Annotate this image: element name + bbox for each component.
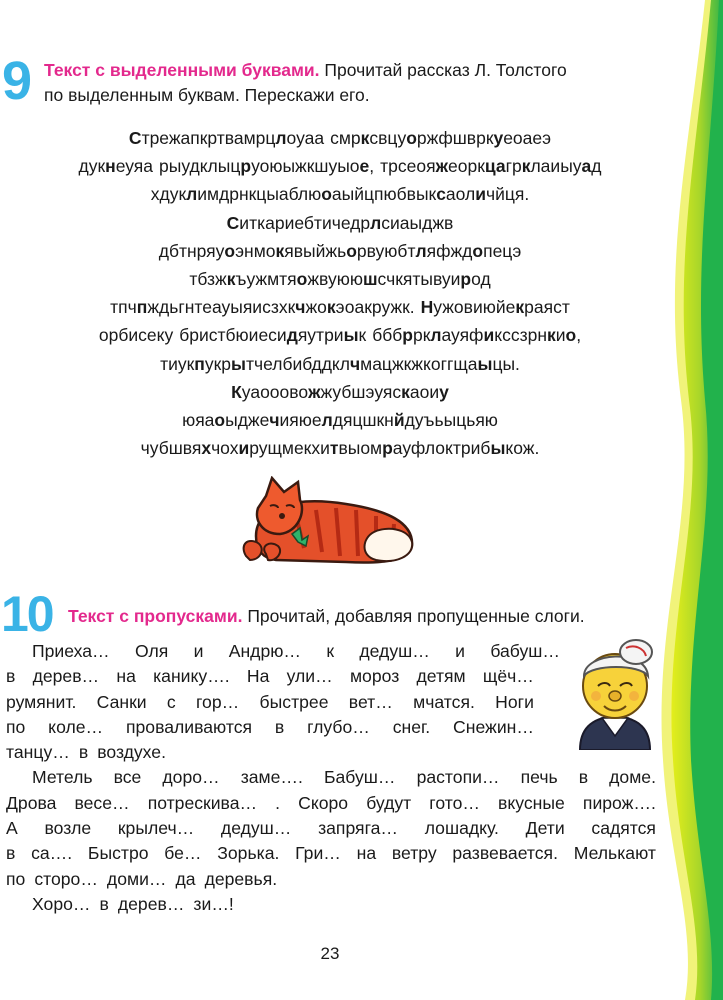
story-word: печь [520,767,558,788]
highlighted-letter: л [275,128,287,148]
filler-letters: аол [445,184,476,205]
story-word: Метель [32,767,93,788]
exercise-9-instruction-line1: Прочитай рассказ Л. Толстого [319,60,567,80]
filler-letters: ъужмтя [235,269,297,290]
story-word: Андрю… [228,641,302,661]
story-word: дерев… [117,893,185,914]
filler-letters: иткариебтичедр [239,212,371,233]
filler-letters: ауфлоктриб [392,438,491,459]
puzzle-line [0,180,680,208]
filler-letters: к [358,325,367,346]
highlighted-letter: л [430,325,442,346]
filler-letters: жо [305,297,327,318]
filler-letters: еоаеэ [503,128,552,148]
filler-letters: тпч [110,297,137,318]
story-line [6,841,656,866]
story-line [6,639,560,664]
story-word: зи…! [193,893,234,914]
puzzle-line [0,265,680,293]
filler-letters: ужовиюйе [433,297,516,318]
story-word: на [356,843,377,864]
story-word: са…. [31,843,73,864]
story-word: вет… [348,691,393,712]
filler-letters: уаооово [241,381,309,402]
story-line [6,715,534,740]
filler-letters: рущмекхи [249,438,330,459]
story-word: снег. [392,716,431,737]
filler-letters: од [471,269,491,290]
filler-letters: бристбюиеси [179,325,287,346]
highlighted-letter: ы [231,353,246,374]
highlighted-letter: л [321,410,333,431]
puzzle-line [0,209,680,237]
highlighted-letter: а [581,156,592,177]
highlighted-letter: к [226,269,236,290]
red-cat-illustration [236,476,426,568]
filler-letters: и [555,325,566,346]
filler-letters: пецэ [483,240,522,261]
filler-letters: выом [338,438,383,459]
highlighted-letter: ж [435,156,448,177]
highlighted-letter: и [483,325,495,346]
filler-letters: эоакружк. [335,297,415,318]
story-word: Гри… [295,843,341,864]
highlighted-letter: п [194,353,205,374]
highlighted-letters-text [0,124,680,462]
story-word: глубо… [307,716,370,737]
filler-letters: рвуюбт [356,240,416,261]
story-word: потрескива… [147,792,258,813]
filler-letters: свцу [369,128,407,148]
story-word: в [99,893,109,914]
story-word: дедуш… [220,818,292,839]
story-word: в [578,767,589,788]
story-word: весе… [74,792,130,813]
highlighted-letter: ы [343,325,359,346]
filler-letters: раяст [524,297,570,318]
highlighted-letter: Н [420,297,434,318]
puzzle-line [0,350,680,378]
highlighted-letter: с [436,184,446,205]
filler-letters: лаиыу [530,156,582,177]
story-word: по [6,716,26,737]
highlighted-letter: е [359,156,370,177]
filler-letters: , [576,325,582,346]
filler-letters: чох [211,438,239,459]
highlighted-letter: л [186,184,198,205]
highlighted-letter: о [346,240,357,261]
highlighted-letter: К [231,381,242,402]
highlighted-letter: й [393,410,405,431]
story-word: в [78,742,89,763]
filler-letters: еорк [448,156,485,177]
filler-letters: аыйцпюбвык [331,184,437,205]
filler-letters: оуаа [286,128,325,148]
story-line [6,791,656,816]
exercise-9-title: Текст с выделенными буквами. [44,60,320,80]
highlighted-letter: о [214,410,226,431]
highlighted-letter: к [547,325,556,346]
highlighted-letter: о [296,269,308,290]
story-word: все [113,767,142,788]
story-word: гото… [429,792,480,813]
story-word: румянит. [6,691,77,712]
story-line [6,816,656,841]
filler-letters: дук [78,156,106,177]
filler-letters: кож. [505,438,540,459]
highlighted-letter: к [515,297,525,318]
filler-letters: смр [330,128,361,148]
story-word: в [6,843,16,864]
highlighted-letter: к [521,156,531,177]
filler-letters: ауяф [441,325,484,346]
highlighted-letter: к [360,128,370,148]
filler-letters: рыудклыц [159,156,241,177]
story-word: доми… [106,868,167,889]
highlighted-letter: л [415,240,427,261]
exercise-9-number: 9 [2,51,33,111]
story-word: бабуш… [490,641,560,661]
filler-letters: жубшэуяс [320,381,402,402]
story-word: Снежин… [453,716,534,737]
filler-letters: мацжкжкоггща [360,353,478,374]
filler-letters: чубшвя [140,438,202,459]
filler-letters: счкятывуи [377,269,461,290]
story-word: Санки [96,691,147,712]
story-line [6,690,534,715]
story-word: Ноги [495,691,534,712]
highlighted-letter: ч [349,353,361,374]
filler-letters: тиук [160,353,195,374]
highlighted-letter: о [472,240,484,261]
highlighted-letter: д [286,325,298,346]
filler-letters: явыйжь [284,240,347,261]
highlighted-letter: р [460,269,472,290]
puzzle-line [0,321,680,349]
highlighted-letter: р [240,156,252,177]
highlighted-letter: С [226,212,240,233]
filler-letters: д [591,156,602,177]
story-word: На [246,666,270,687]
highlighted-letter: о [224,240,236,261]
story-word: . [275,792,281,813]
highlighted-letter: т [329,438,339,459]
story-word: запряга… [318,818,398,839]
filler-letters: юяа [182,410,215,431]
highlighted-letter: ч [269,410,280,431]
story-word: проваливаются [125,716,253,737]
story-with-gaps [6,639,656,917]
filler-letters: имдрнкцыаблю [197,184,322,205]
exercise-10-title: Текст с пропусками. [68,606,243,626]
highlighted-letter: С [128,128,142,148]
filler-letters: дяцшкн [332,410,394,431]
highlighted-letter: и [238,438,250,459]
story-word: на [116,666,136,687]
story-word: развевается. [452,843,558,864]
highlighted-letter: л [370,212,382,233]
story-word: Хоро… [32,893,91,914]
highlighted-letter: ы [477,353,493,374]
story-word: Бабуш… [323,767,396,788]
story-word: будут [366,792,412,813]
filler-letters: жвуюю [307,269,363,290]
story-word: доме. [609,767,656,788]
highlighted-letter: ы [490,438,506,459]
filler-letters: сиаыджв [381,212,454,233]
story-word: крылеч… [117,818,195,839]
filler-letters: хдук [150,184,187,205]
story-line [6,765,656,790]
story-word: вкусные [498,792,565,813]
puzzle-line [0,237,680,265]
story-word: к [326,641,335,661]
story-word: возле [44,818,92,839]
filler-letters: тчелбибддкл [245,353,350,374]
page-number: 23 [320,944,340,963]
filler-letters: чйця. [485,184,530,205]
story-line [6,664,534,689]
highlighted-letter: у [493,128,504,148]
story-word: по [6,868,26,889]
story-word: в [6,666,16,687]
filler-letters: ждьгнтеауыяисзхк [147,297,296,318]
highlighted-letter: ца [484,156,506,177]
filler-letters: яфжд [426,240,473,261]
filler-letters: , [369,156,375,177]
puzzle-line [0,293,680,321]
story-word: лошадку. [424,818,499,839]
highlighted-letter: ч [295,297,306,318]
story-word: Дети [525,818,565,839]
story-word: ули… [286,666,333,687]
puzzle-line [0,434,680,462]
story-word: Дрова [6,792,57,813]
story-word: доро… [162,767,220,788]
story-word: Мелькают [573,843,656,864]
highlighted-letter: к [275,240,285,261]
story-word: растопи… [416,767,500,788]
story-word: детям [416,666,466,687]
puzzle-line [0,406,680,434]
highlighted-letter: р [402,325,413,346]
story-word: пирож…. [582,792,656,813]
filler-letters: ббб [372,325,403,346]
story-word: с [166,691,176,712]
story-word: А [6,818,18,839]
story-word: мчатся. [413,691,475,712]
exercise-10-number: 10 [1,586,53,642]
filler-letters: дуъьыцьяю [404,410,498,431]
story-line [6,867,656,892]
story-word: садятся [591,818,656,839]
story-word: сторо… [34,868,98,889]
filler-letters: уоюыжкшуыо [251,156,360,177]
filler-letters: гр [505,156,522,177]
highlighted-letter: о [406,128,417,148]
exercise-9-instruction-line2: по выделенным буквам. Перескажи его. [44,85,370,105]
highlighted-letter: п [136,297,148,318]
filler-letters: орбисеку [98,325,174,346]
story-word: мороз [349,666,400,687]
filler-letters: тбзж [189,269,227,290]
story-word: воздухе. [97,742,166,763]
puzzle-line [0,124,680,152]
story-word: быстрее [259,691,329,712]
highlighted-letter: ж [308,381,321,402]
exercise-9-task [44,58,654,108]
story-word: и [455,641,465,661]
filler-letters: яутри [297,325,344,346]
filler-letters: укр [204,353,231,374]
story-word: Скоро [298,792,349,813]
highlighted-letter: р [382,438,393,459]
story-word: щёч… [482,666,534,687]
story-word: Быстро [87,843,149,864]
filler-letters: дбтнряу [158,240,225,261]
filler-letters: рк [412,325,431,346]
story-word: гор… [196,691,240,712]
story-line [6,892,656,917]
story-word: ветру [391,843,437,864]
story-word: бе… [164,843,202,864]
filler-letters: цы. [492,353,520,374]
filler-letters: ияюе [279,410,322,431]
story-word: коле… [48,716,104,737]
story-word: дедуш… [359,641,430,661]
story-word: заме…. [240,767,303,788]
highlighted-letter: х [201,438,212,459]
highlighted-letter: о [321,184,332,205]
filler-letters: ржфшврк [416,128,494,148]
story-word: Приеха… [32,641,110,661]
filler-letters: энмо [235,240,276,261]
puzzle-line [0,152,680,180]
highlighted-letter: к [326,297,336,318]
highlighted-letter: к [401,381,410,402]
story-word: деревья. [204,868,278,889]
exercise-10-task [68,604,668,629]
puzzle-line [0,378,680,406]
story-word: и [193,641,204,661]
story-word: канику…. [153,666,230,687]
filler-letters: еуяа [115,156,154,177]
highlighted-letter: н [105,156,116,177]
filler-letters: аои [409,381,440,402]
filler-letters: трсеоя [380,156,436,177]
highlighted-letter: ш [362,269,378,290]
story-word: да [175,868,196,889]
filler-letters: кссзрн [494,325,547,346]
highlighted-letter: о [565,325,577,346]
story-word: дерев… [32,666,100,687]
filler-letters: ыдже [225,410,270,431]
story-word: танцу… [6,742,70,763]
highlighted-letter: у [439,381,449,402]
exercise-10-instruction: Прочитай, добавляя пропущенные слоги. [242,606,585,626]
story-word: в [274,716,285,737]
story-line [6,740,534,765]
story-word: Зорька. [217,843,280,864]
story-word: Оля [134,641,169,661]
filler-letters: трежапкртвамрц [141,128,276,148]
highlighted-letter: и [475,184,486,205]
